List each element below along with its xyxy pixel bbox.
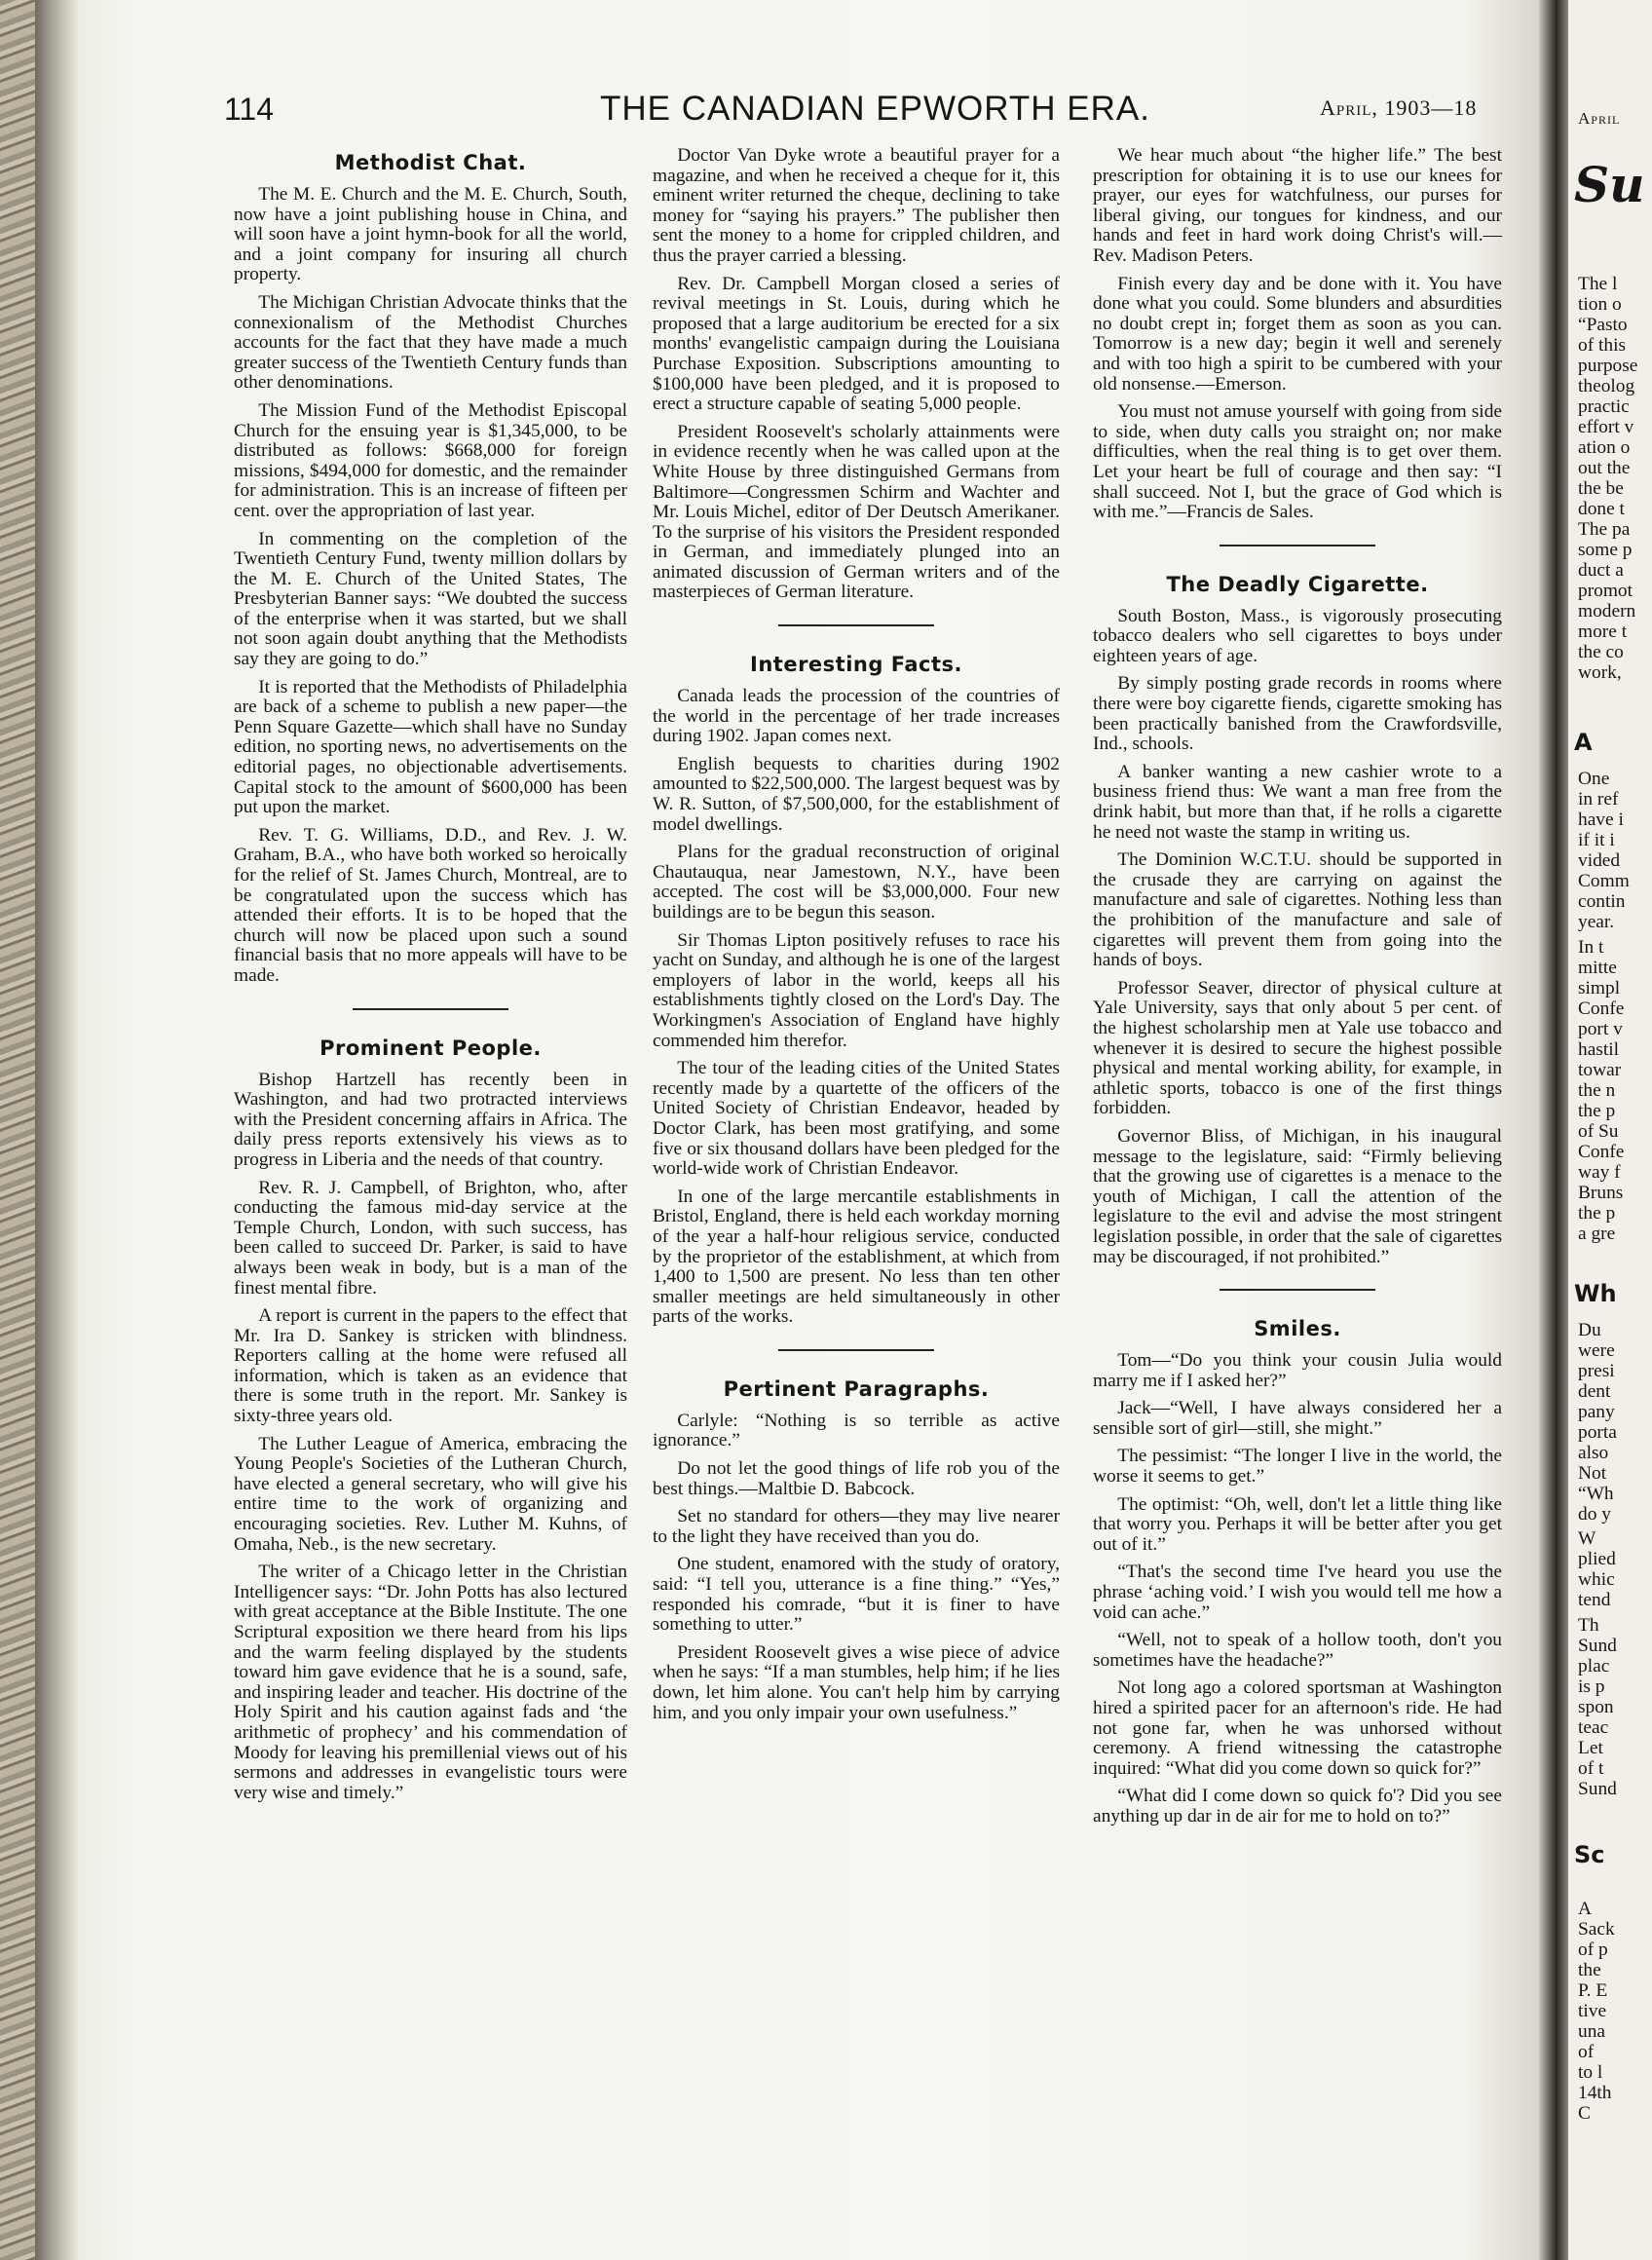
facing-page-heading: A (1574, 729, 1593, 756)
article-paragraph: The Mission Fund of the Methodist Episcopal Church for the ensuing year is $1,345,000, to be distributed as follows: $668,000 for foreign missions, $494,000 for domestic, and the remainder for administration. This is an increase of fifteen per cent. over the appropriation of last year. (234, 399, 627, 521)
facing-page-line: whic (1578, 1569, 1615, 1590)
article-paragraph: President Roosevelt gives a wise piece of advice when he says: “If a man stumbles, help him; if he lies down, let him alone. You can't help him by carrying him, and you only impair your own usefulness.” (653, 1641, 1060, 1723)
article-paragraph: We hear much about “the higher life.” The best prescription for obtaining it is to use our knees for prayer, our eyes for watchfulness, our purses for liberal giving, our tongues for kindness, and our hands and feet in hard work doing Christ's will.—Rev. Madison Peters. (1093, 145, 1502, 266)
section-rule (1220, 545, 1375, 546)
facing-page-line: Let (1578, 1738, 1603, 1758)
facing-page-line: Comm (1578, 871, 1630, 891)
article-paragraph: Rev. Dr. Campbell Morgan closed a series of revival meetings in St. Louis, during which he proposed that a large auditorium be erected for a six months' evangelistic campaign during the Louisiana Purchase Exposition. Subscriptions amounting to $100,000 have been pledged, and it is proposed to erect a structure capable of seating 5,000 people. (653, 273, 1060, 415)
facing-page-line: 14th (1578, 2083, 1612, 2103)
page-gutter (1539, 0, 1568, 2260)
facing-page-line: if it i (1578, 830, 1615, 850)
facing-page-line: Du (1578, 1320, 1601, 1340)
article-paragraph: A report is current in the papers to the effect that Mr. Ira D. Sankey is stricken with blindness. Reporters calling at the home were refused all information, which is taken as an evidence that there is some truth in the report. Mr. Sankey is sixty-three years old. (234, 1305, 627, 1427)
article-paragraph: Tom—“Do you think your cousin Julia would marry me if I asked her?” (1093, 1350, 1502, 1391)
article-paragraph: “What did I come down so quick fo'? Did you see anything up dar in de air for me to hold on to?” (1093, 1786, 1502, 1827)
facing-page-line: ation o (1578, 437, 1631, 458)
facing-page-line: way f (1578, 1162, 1621, 1183)
article-paragraph: Canada leads the procession of the countries of the world in the percentage of her trade increases during 1902. Japan comes next. (653, 686, 1060, 747)
column-2 (653, 146, 1060, 1731)
article-paragraph: In one of the large mercantile establishments in Bristol, England, there is held each workday morning of the year a half-hour religious service, conducted by the proprietor of the establishment, at which from 1,400 to 1,500 are present. No less than ten other smaller meetings are held simultaneously in other parts of the works. (653, 1186, 1060, 1328)
article-paragraph: Plans for the gradual reconstruction of original Chautauqua, near Jamestown, N.Y., have been accepted. The cost will be $3,000,000. Four new buildings are to be begun this season. (653, 842, 1060, 923)
article-paragraph: President Roosevelt's scholarly attainments were in evidence recently when he was called upon at the White House by three distinguished Germans from Baltimore—Congressmen Schirm and Wachter and Mr. Louis Michel, editor of Der Deutsch Amerikaner. To the surprise of his visitors the President responded in German, and immediately plunged into an animated discussion of German writers and of the masterpieces of German literature. (653, 421, 1060, 603)
facing-page-line: porta (1578, 1422, 1617, 1443)
facing-page-line: One (1578, 769, 1610, 789)
column-1 (234, 146, 627, 1811)
facing-page-line: to l (1578, 2062, 1603, 2083)
page (78, 0, 1539, 2260)
section-rule (1220, 1289, 1375, 1291)
facing-page-line: of (1578, 2042, 1595, 2062)
facing-page-line: In t (1578, 937, 1604, 958)
article-paragraph: Governor Bliss, of Michigan, in his inaugural message to the legislature, said: “Firmly believing that the growing use of cigarettes is a menace to the youth of Michigan, I call the attention of the legislature to the evil and advise the most stringent legislation possible, in order that the sale of cigarettes may be discouraged, if not prohibited.” (1093, 1125, 1502, 1267)
facing-page-line: “Pasto (1578, 315, 1628, 335)
facing-page-line: spon (1578, 1697, 1614, 1717)
article-paragraph: South Boston, Mass., is vigorously prosecuting tobacco dealers who sell cigarettes to boys under eighteen years of age. (1093, 605, 1502, 666)
facing-page-line: plac (1578, 1656, 1610, 1676)
article-paragraph: Not long ago a colored sportsman at Washington hired a spirited pacer for an afternoon's ride. He had not gone far, when he was unhorsed without ceremony. A friend witnessing the catastrophe inquired: “What did you come down so quick for?” (1093, 1677, 1502, 1779)
article-paragraph: Sir Thomas Lipton positively refuses to race his yacht on Sunday, and although he is one of the largest employers of labor in the world, keeps all his establishments tightly closed on the Lord's Day. The Workingmen's Association of England have highly commended him therefor. (653, 929, 1060, 1051)
facing-page-line: towar (1578, 1060, 1622, 1080)
facing-page-line: P. E (1578, 1980, 1608, 2001)
column-3 (1093, 146, 1502, 1835)
section-heading: Interesting Facts. (750, 653, 962, 677)
article-paragraph: One student, enamored with the study of oratory, said: “I tell you, utterance is a fine thing.” “Yes,” responded his comrade, “but it is finer to have something to utter.” (653, 1554, 1060, 1636)
article-paragraph: Jack—“Well, I have always considered her a sensible sort of girl—still, she might.” (1093, 1398, 1502, 1439)
facing-page-line: year. (1578, 912, 1615, 932)
facing-page-line: a gre (1578, 1224, 1616, 1244)
facing-page-line: of Su (1578, 1121, 1619, 1142)
facing-page-line: Sund (1578, 1779, 1617, 1799)
facing-page-title: Su (1574, 156, 1645, 213)
article-paragraph: It is reported that the Methodists of Philadelphia are back of a scheme to publish a new paper—the Penn Square Gazette—which shall have no Sunday edition, no sporting news, no advertisements on the editorial pages, no objectionable advertisements. Capital stock to the amount of $600,000 has been put upon the market. (234, 676, 627, 818)
facing-page-line: Not (1578, 1463, 1607, 1484)
article-paragraph: You must not amuse yourself with going from side to side, when duty calls you straight on; nor make difficulties, when the real thing is to get over them. Let your heart be full of courage and then say: “I shall succeed. Not I, but the grace of God which is with me.”—Francis de Sales. (1093, 401, 1502, 523)
facing-page-line: done t (1578, 499, 1625, 519)
article-paragraph: The tour of the leading cities of the United States recently made by a quartette of the officers of the United Society of Christian Endeavor, headed by Doctor Clark, has been most gratifying, and some five or six thousand dollars have been pledged for the world-wide work of Christian Endeavor. (653, 1058, 1060, 1180)
facing-page-line: plied (1578, 1549, 1616, 1569)
facing-page-line: A (1578, 1899, 1593, 1919)
facing-page-line: the (1578, 1960, 1601, 1980)
facing-page-line: the be (1578, 478, 1624, 499)
facing-page-line: is p (1578, 1676, 1605, 1697)
facing-page-line: The pa (1578, 519, 1631, 540)
article-paragraph: Rev. R. J. Campbell, of Brighton, who, after conducting the famous mid-day service at the Temple Church, London, with such success, has been called to succeed Dr. Parker, is said to have always been weak in body, but is a man of the finest mental fibre. (234, 1177, 627, 1299)
article-paragraph: English bequests to charities during 1902 amounted to $22,500,000. The largest bequest was by W. R. Sutton, of $7,500,000, for the establishment of model dwellings. (653, 753, 1060, 835)
article-paragraph: The M. E. Church and the M. E. Church, South, now have a joint publishing house in China, and will soon have a joint hymn-book for all the world, and a joint company for insuring all church property. (234, 184, 627, 285)
article-paragraph: The Michigan Christian Advocate thinks that the connexionalism of the Methodist Churches accounts for the fact that they have made a much greater success of the Twentieth Century funds than other denominations. (234, 291, 627, 394)
facing-page-line: Confe (1578, 1142, 1625, 1162)
article-paragraph: “Well, not to speak of a hollow tooth, don't you sometimes have the headache?” (1093, 1630, 1502, 1671)
article-paragraph: Bishop Hartzell has recently been in Washington, and had two protracted interviews with the President concerning affairs in Africa. The daily press reports extensively his views as to progress in Liberia and the needs of that country. (234, 1069, 627, 1170)
facing-page-header: April (1578, 109, 1621, 128)
facing-page-line: of this (1578, 335, 1627, 356)
facing-page-line: the p (1578, 1101, 1616, 1121)
book-binding-edge (0, 0, 35, 2260)
facing-page-line: Th (1578, 1615, 1599, 1636)
facing-page-line: of p (1578, 1940, 1608, 1960)
article-paragraph: A banker wanting a new cashier wrote to a business friend thus: We want a man free from the drink habit, but more than that, if he rolls a cigarette he need not waste the stamp in writing us. (1093, 761, 1502, 843)
facing-page-line: some p (1578, 540, 1633, 560)
section-heading: Methodist Chat. (334, 151, 527, 174)
facing-page-line: Bruns (1578, 1183, 1624, 1203)
section-heading: The Deadly Cigarette. (1166, 572, 1429, 596)
facing-page-line: port v (1578, 1019, 1623, 1039)
article-paragraph: The optimist: “Oh, well, don't let a little thing like that worry you. Perhaps it will be better after you get out of it.” (1093, 1493, 1502, 1555)
facing-page-line: tion o (1578, 294, 1622, 315)
facing-page-line: the co (1578, 642, 1624, 662)
section-heading: Smiles. (1254, 1317, 1341, 1341)
facing-page-line: of t (1578, 1758, 1604, 1779)
facing-page-line: Confe (1578, 998, 1625, 1019)
facing-page-line: purpose (1578, 356, 1638, 376)
facing-page-line: promot (1578, 581, 1633, 601)
facing-page-line: modern (1578, 601, 1636, 622)
facing-page-line: the p (1578, 1203, 1616, 1224)
binding-shadow (35, 0, 78, 2260)
facing-page-line: in ref (1578, 789, 1619, 810)
facing-page-line: hastil (1578, 1039, 1620, 1060)
article-paragraph: By simply posting grade records in rooms where there were boy cigarette fiends, cigarette smoking has been practically banished from the Crawfordsville, Ind., schools. (1093, 673, 1502, 755)
article-paragraph: Professor Seaver, director of physical culture at Yale University, says that only about 5 per cent. of the highest scholarship men at Yale use tobacco and whenever it is desired to secure the highest possible physical and mental working ability, for example, in athletic sports, tobacco is one of the first things forbidden. (1093, 977, 1502, 1119)
facing-page-line: were (1578, 1340, 1615, 1361)
facing-page-line: have i (1578, 810, 1624, 830)
facing-page-line: effort v (1578, 417, 1634, 437)
facing-page-line: dent (1578, 1381, 1611, 1402)
facing-page-line: pany (1578, 1402, 1615, 1422)
section-rule (778, 624, 934, 626)
facing-page-line: do y (1578, 1504, 1611, 1525)
facing-page-line: The l (1578, 274, 1618, 294)
facing-page-line: the n (1578, 1080, 1616, 1101)
facing-page-line: W (1578, 1528, 1596, 1549)
facing-page-line: more t (1578, 622, 1628, 642)
facing-page-line: Sack (1578, 1919, 1615, 1940)
article-paragraph: Do not let the good things of life rob you of the best things.—Maltbie D. Babcock. (653, 1458, 1060, 1499)
facing-page-heading: Sc (1574, 1841, 1605, 1868)
issue-date: April, 1903—18 (1320, 95, 1478, 120)
facing-page-line: duct a (1578, 560, 1624, 581)
section-rule (778, 1349, 934, 1351)
facing-page-line: una (1578, 2021, 1605, 2042)
facing-page-line: simpl (1578, 978, 1621, 998)
facing-page-line: out the (1578, 458, 1631, 478)
facing-page-line: work, (1578, 662, 1622, 683)
facing-page-line: “Wh (1578, 1484, 1614, 1504)
facing-page-line: theolog (1578, 376, 1635, 396)
article-paragraph: The Dominion W.C.T.U. should be supported in the crusade they are carrying on against the manufacture and sale of cigarettes. Nothing less than the prohibition of the manufacture and sale of cigarettes will prevent them from going into the hands of boys. (1093, 849, 1502, 971)
article-paragraph: In commenting on the completion of the Twentieth Century Fund, twenty million dollars by the M. E. Church of the United States, The Presbyterian Banner says: “We doubted the success of the enterprise when it was started, but we shall not soon again doubt anything that the Methodists say they are going to do.” (234, 528, 627, 670)
article-paragraph: Carlyle: “Nothing is so terrible as active ignorance.” (653, 1410, 1060, 1451)
facing-page-line: teac (1578, 1717, 1609, 1738)
article-paragraph: Rev. T. G. Williams, D.D., and Rev. J. W. Graham, B.A., who have both worked so heroically for the relief of St. James Church, Montreal, are to be congratulated upon the success which has attended their efforts. It is to be hoped that the church will now be placed upon such a sound financial basis that no more appeals will have to be made. (234, 824, 627, 986)
facing-page-line: tend (1578, 1590, 1611, 1610)
facing-page-line: practic (1578, 396, 1630, 417)
facing-page-line: vided (1578, 850, 1621, 871)
article-paragraph: The pessimist: “The longer I live in the world, the worse it seems to get.” (1093, 1446, 1502, 1488)
facing-page-fragment (1568, 0, 1652, 2260)
publication-title: THE CANADIAN EPWORTH ERA. (600, 90, 1150, 128)
facing-page-line: C (1578, 2103, 1591, 2124)
facing-page-line: presi (1578, 1361, 1615, 1381)
facing-page-heading: Wh (1574, 1280, 1617, 1307)
section-rule (353, 1008, 508, 1010)
section-heading: Prominent People. (319, 1036, 542, 1060)
facing-page-line: tive (1578, 2001, 1607, 2021)
page-number: 114 (224, 92, 275, 127)
article-paragraph: Set no standard for others—they may live nearer to the light they have received than you do. (653, 1506, 1060, 1547)
facing-page-line: contin (1578, 891, 1626, 912)
facing-page-line: Sund (1578, 1636, 1617, 1656)
section-heading: Pertinent Paragraphs. (723, 1376, 990, 1401)
article-paragraph: The Luther League of America, embracing the Young People's Societies of the Lutheran Church, have elected a general secretary, who will give his entire time to the work of organizing and encouraging societies. Rev. Luther M. Kuhns, of Omaha, Neb., is the new secretary. (234, 1433, 627, 1555)
article-paragraph: “That's the second time I've heard you use the phrase ‘aching void.’ I wish you would tell me how a void can ache.” (1093, 1562, 1502, 1623)
article-paragraph: Finish every day and be done with it. You have done what you could. Some blunders and absurdities no doubt crept in; forget them as soon as you can. Tomorrow is a new day; begin it well and serenely and with too high a spirit to be cumbered with your old nonsense.—Emerson. (1093, 273, 1502, 395)
facing-page-line: mitte (1578, 958, 1617, 978)
facing-page-line: also (1578, 1443, 1609, 1463)
article-paragraph: The writer of a Chicago letter in the Christian Intelligencer says: “Dr. John Potts has also lectured with great acceptance at the Bible Institute. The one Scriptural exposition we there heard from his lips and the warm feeling displayed by the students toward him gave evidence that he is a sound, safe, and inspiring leader and teacher. His doctrine of the Holy Spirit and his caution against fads and ‘the arithmetic of prophecy’ and his commendation of Moody for leaving his premillenial views out of his sermons and addresses in evangelistic tours were very wise and timely.” (234, 1562, 627, 1803)
article-paragraph: Doctor Van Dyke wrote a beautiful prayer for a magazine, and when he received a cheque for it, this eminent writer returned the cheque, declining to take money for “saying his prayers.” The publisher then sent the money to a home for crippled children, and thus the prayer carried a blessing. (653, 145, 1060, 266)
